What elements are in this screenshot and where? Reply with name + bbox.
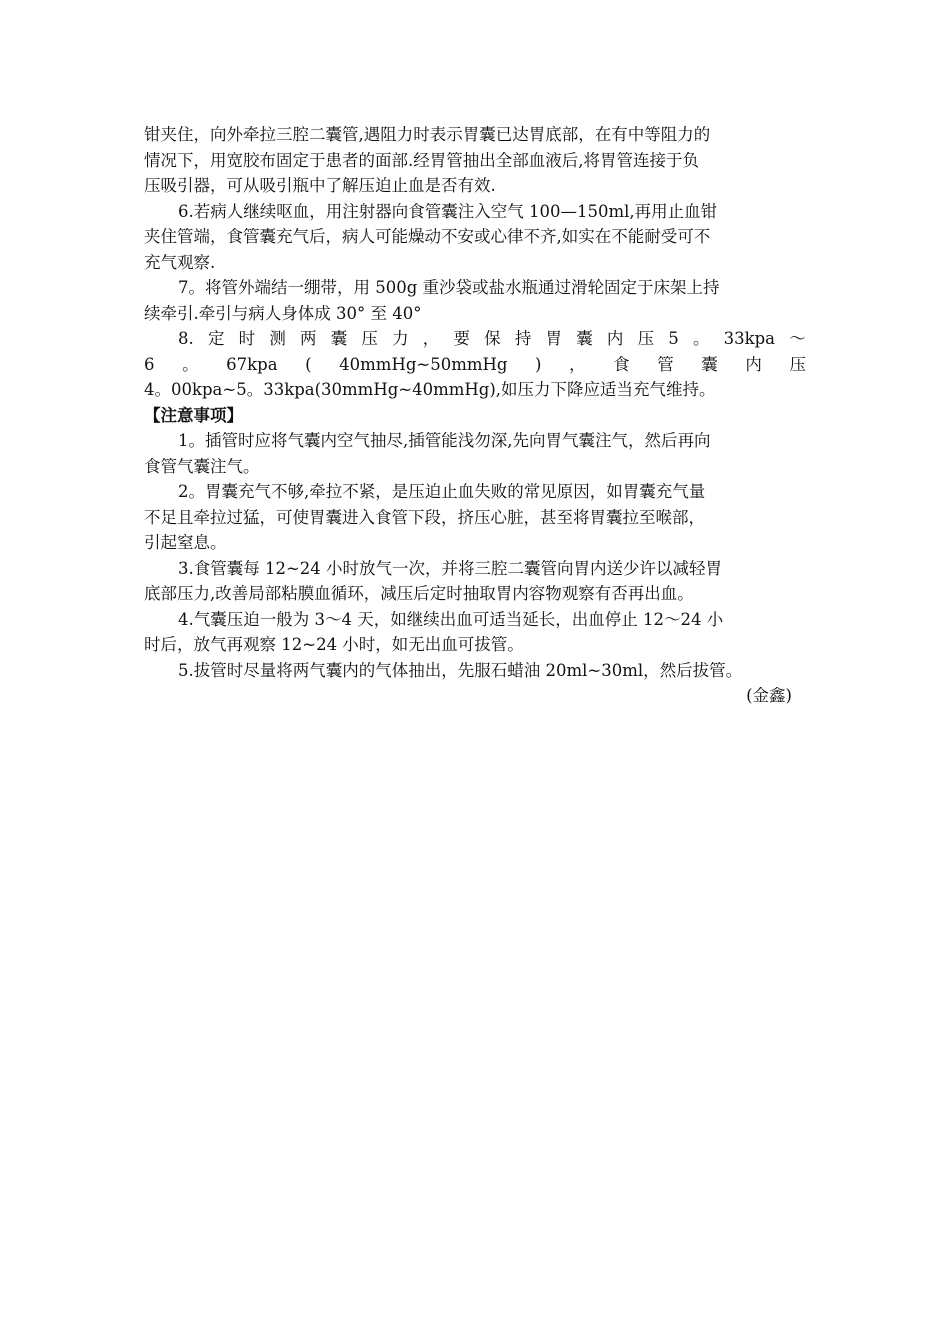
text-line: 情况下，用宽胶布固定于患者的面部.经胃管抽出全部血液后,将胃管连接于负 [144, 150, 699, 170]
step-8-token: 要 [453, 329, 470, 348]
step-8-token: 定 [207, 329, 225, 348]
step-8-token: 压 [361, 329, 378, 348]
text-line: 1。插管时应将气囊内空气抽尽,插管能浅勿深,先向胃气囊注气，然后再向 [178, 431, 711, 450]
note-1-paragraph [144, 428, 806, 479]
text-line: 充气观察. [144, 252, 216, 272]
step-8-token: ～ [789, 329, 806, 348]
text-line: 7。将管外端结一绷带，用 500g 重沙袋或盐水瓶通过滑轮固定于床架上持 [178, 278, 720, 297]
text-line: 续牵引.牵引与病人身体成 30° 至 40° [144, 303, 422, 323]
step-8-token: 持 [514, 329, 532, 348]
step-8-token: 。 [692, 329, 710, 348]
text-line: 底部压力,改善局部粘膜血循环，减压后定时抽取胃内容物观察有否再出血。 [144, 584, 694, 603]
step-8-token: 内 [606, 329, 624, 348]
step-8-line-2 [144, 352, 806, 378]
step-8-token: 管 [657, 354, 674, 374]
step-8-token: ， [569, 354, 586, 374]
step-8-token: 压 [637, 329, 655, 348]
text-line: 时后，放气再观察 12~24 小时，如无出血可拔管。 [144, 635, 524, 654]
step-8-token: 胃 [545, 329, 562, 348]
note-3-paragraph [144, 556, 806, 607]
step-8-token: 67kpa [226, 354, 278, 374]
step-8-token: 8. [178, 329, 194, 348]
step-8-token: 5 [668, 329, 679, 348]
text-line: 食管气囊注气。 [144, 456, 260, 476]
step-8-token: 测 [269, 329, 286, 348]
text-line: 引起窒息。 [144, 533, 227, 552]
document-body [144, 122, 806, 709]
step-8-token: 时 [238, 329, 256, 348]
step-8-token: 33kpa [723, 329, 776, 348]
text-line: 不足且牵拉过猛，可使胃囊进入食管下段，挤压心脏，甚至将胃囊拉至喉部， [144, 507, 705, 527]
text-line: 夹住管端，食管囊充气后，病人可能燥动不安或心律不齐,如实在不能耐受可不 [144, 227, 711, 246]
text-line: 5.拔管时尽量将两气囊内的气体抽出，先服石蜡油 20ml~30ml，然后拔管。 [178, 660, 743, 680]
step-8-paragraph [144, 326, 806, 403]
text-line: 钳夹住，向外牵拉三腔二囊管,遇阻力时表示胃囊已达胃底部，在有中等阻力的 [144, 125, 711, 144]
note-2-paragraph [144, 479, 806, 556]
step-8-token: 食 [613, 354, 630, 374]
text-line: 6.若病人继续呕血，用注射器向食管囊注入空气 100—150ml,再用止血钳 [178, 201, 718, 221]
step-8-token: 6 [144, 354, 155, 374]
step-8-token: 囊 [701, 354, 718, 374]
notes-heading: 【注意事项】 [144, 405, 243, 425]
step-8-token: 两 [300, 329, 317, 348]
step-8-line-1 [144, 326, 806, 352]
step-8-token: 囊 [576, 329, 593, 348]
note-5-paragraph [144, 658, 806, 684]
text-line: 压吸引器，可从吸引瓶中了解压迫止血是否有效. [144, 176, 496, 195]
step-8-token: 力 [392, 329, 409, 348]
step-8-token: ( [305, 354, 312, 374]
step-7-paragraph [144, 275, 806, 326]
text-line: 4.气囊压迫一般为 3～4 天，如继续出血可适当延长，出血停止 12～24 小 [178, 609, 724, 629]
step-8-token: 40mmHg~50mmHg [339, 354, 508, 374]
step-8-token: ， [422, 329, 440, 348]
step-8-token: 内 [745, 354, 762, 374]
author-signature: (金鑫) [746, 686, 792, 705]
note-4-paragraph [144, 607, 806, 658]
step-8-token: 压 [789, 354, 806, 374]
text-line: 4。00kpa~5。33kpa(30mmHg~40mmHg),如压力下降应适当充气维持。 [144, 380, 716, 399]
step-6-paragraph [144, 199, 806, 276]
text-line: 3.食管囊每 12~24 小时放气一次，并将三腔二囊管向胃内送少许以减轻胃 [178, 558, 723, 578]
step-8-token: 。 [182, 354, 199, 374]
step-8-token: 囊 [330, 329, 348, 348]
intro-paragraph [144, 122, 806, 199]
step-8-token: 保 [484, 329, 501, 348]
text-line: 2。胃囊充气不够,牵拉不紧，是压迫止血失败的常见原因，如胃囊充气量 [178, 482, 706, 501]
step-8-token: ) [535, 354, 542, 374]
